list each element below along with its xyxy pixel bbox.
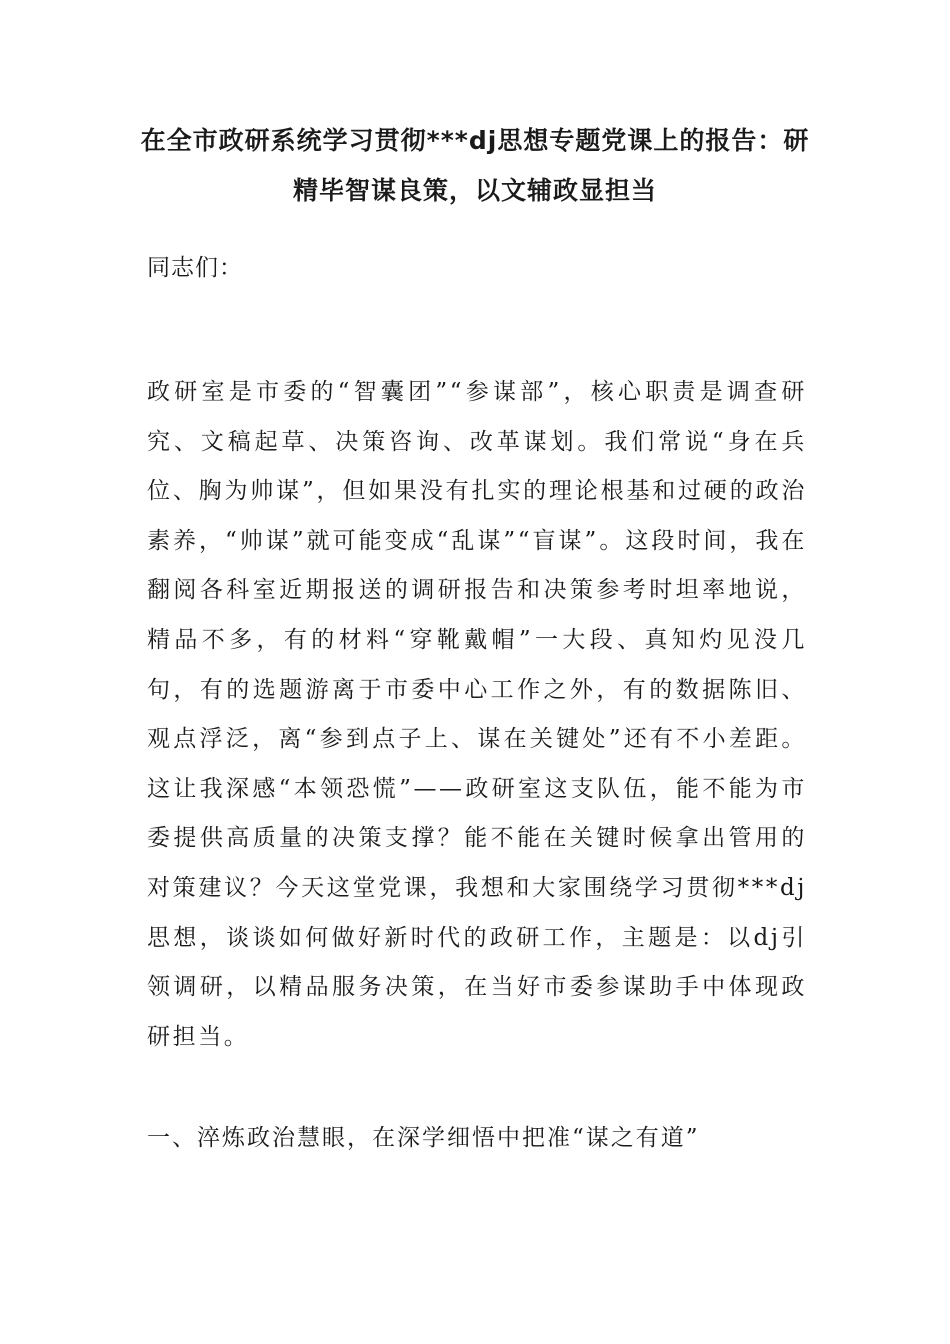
body-paragraph: 政研室是市委的“智囊团”“参谋部”，核心职责是调查研究、文稿起草、决策咨询、改革谋划。我们常说“身在兵位、胸为帅谋”，但如果没有扎实的理论根基和过硬的政治素养，“帅谋”就可能变成“乱谋”“盲谋”。这段时间，我在翻阅各科室近期报送的调研报告和决策参考时坦率地说，精品不多，有的材料“穿靴戴帽”一大段、真知灼见没几句，有的选题游离于市委中心工作之外，有的数据陈旧、观点浮泛，离“参到点子上、谋在关键处”还有不小差距。这让我深感“本领恐慌”——政研室这支队伍，能不能为市委提供高质量的决策支撑？能不能在关键时候拿出管用的对策建议？今天这堂党课，我想和大家围绕学习贯彻***dj思想，谈谈如何做好新时代的政研工作，主题是：以dj引领调研，以精品服务决策，在当好市委参谋助手中体现政研担当。 [147, 379, 807, 1050]
salutation: 同志们： [147, 255, 243, 281]
document-title: 在全市政研系统学习贯彻***dj思想专题党课上的报告：研精毕智谋良策，以文辅政显担当 [140, 126, 810, 205]
section-heading: 一、淬炼政治慧眼，在深学细悟中把准“谋之有道” [147, 1125, 700, 1151]
